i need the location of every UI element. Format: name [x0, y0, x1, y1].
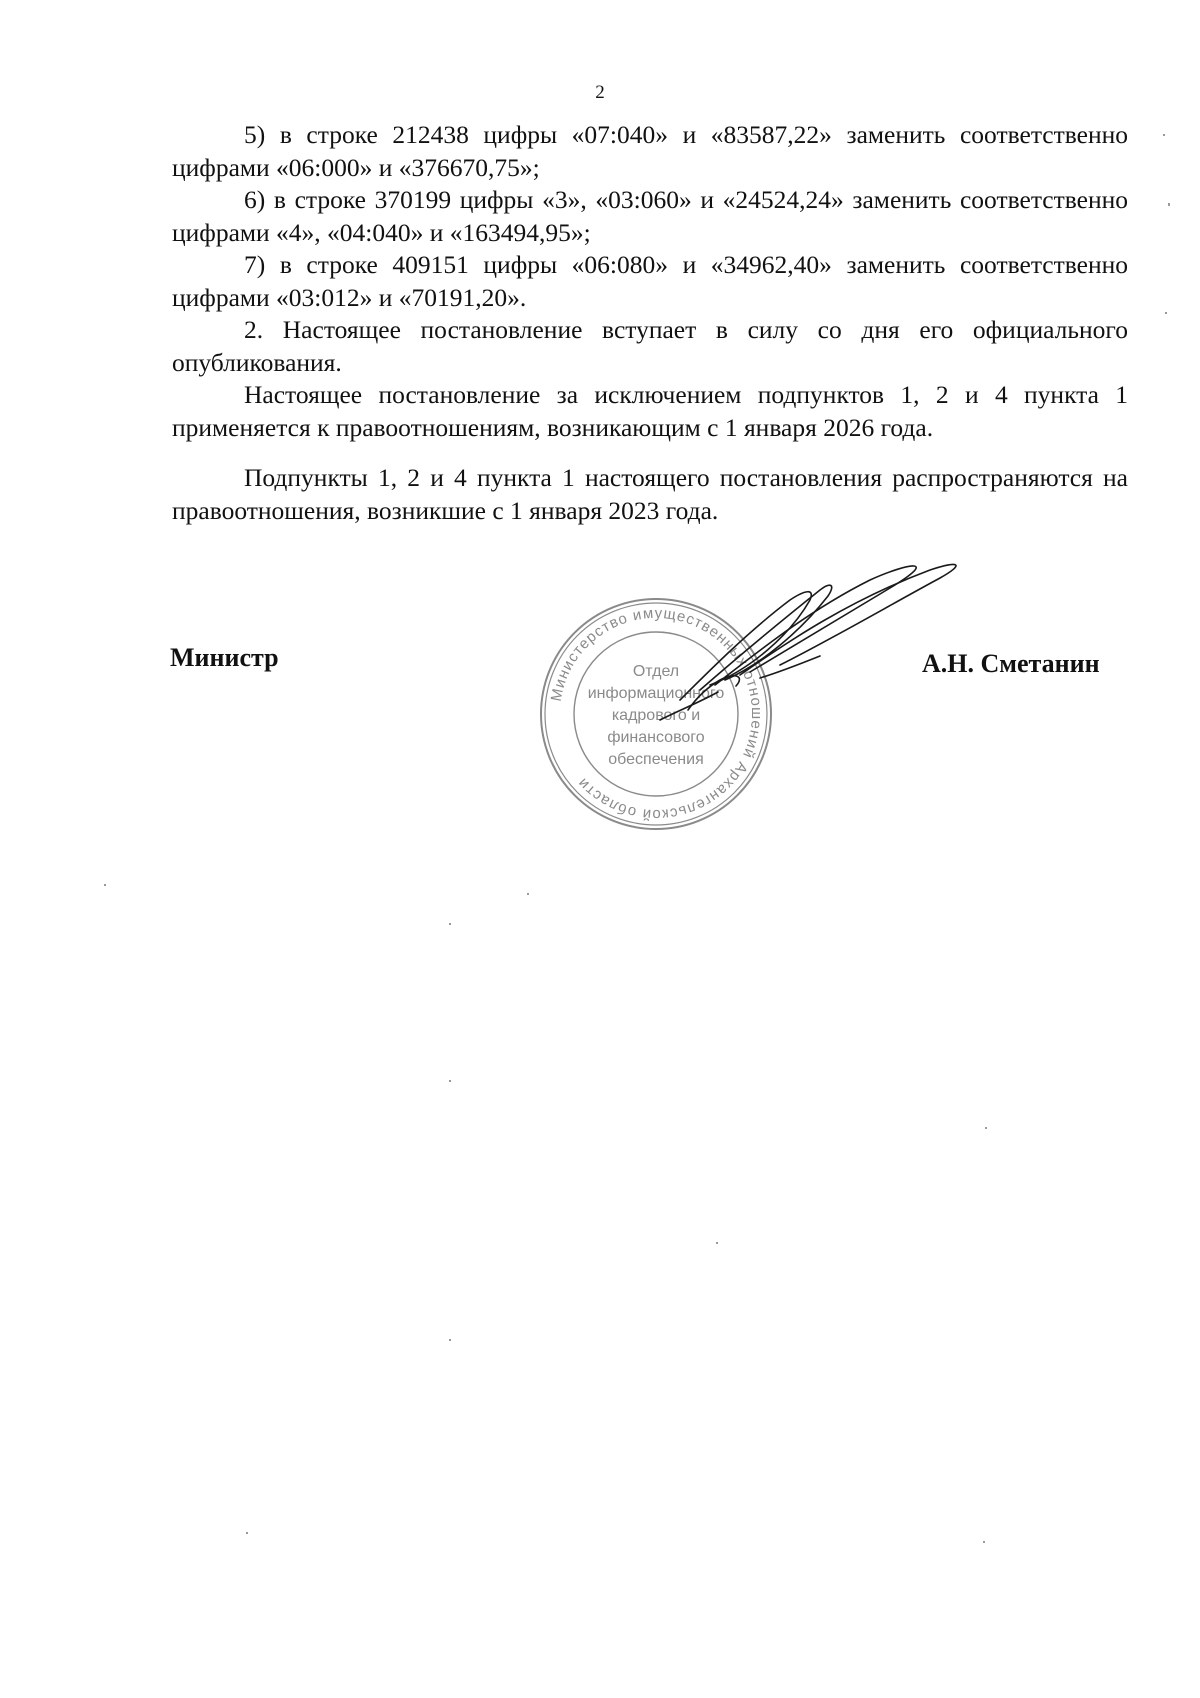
paragraph-application: Настоящее постановление за исключением подпунктов 1, 2 и 4 пункта 1 применяется к правоотношениям, возникающим с 1 января 2026 года. [172, 380, 1128, 442]
svg-text:Отдел: Отдел [632, 663, 680, 680]
paragraph-item-5: 5) в строке 212438 цифры «07:040» и «83587,22» заменить соответственно цифрами «06:000» и «376670,75»; [172, 120, 1128, 182]
signer-name: А.Н. Сметанин [922, 649, 1100, 678]
paragraph-item-6: 6) в строке 370199 цифры «3», «03:060» и «24524,24» заменить соответственно цифрами «4», «04:040» и «163494,95»; [172, 185, 1128, 247]
signer-position: Министр [170, 643, 279, 672]
svg-text:финансового: финансового [607, 729, 705, 746]
svg-text:обеспечения: обеспечения [608, 751, 704, 768]
svg-text:кадрового и: кадрового и [611, 707, 701, 724]
svg-text:информационного: информационного [587, 685, 725, 702]
page-number: 2 [595, 82, 605, 103]
svg-text:Министерство имущественных отн: Министерство имущественных отношений Архангельской области [547, 604, 766, 824]
paragraph-retroactive: Подпункты 1, 2 и 4 пункта 1 настоящего постановления распространяются на правоотношения, возникшие с 1 января 2023 года. [172, 463, 1128, 525]
paragraph-item-7: 7) в строке 409151 цифры «06:080» и «34962,40» заменить соответственно цифрами «03:012» и «70191,20». [172, 250, 1128, 312]
paragraph-effective-date: 2. Настоящее постановление вступает в силу со дня его официального опубликования. [172, 315, 1128, 377]
